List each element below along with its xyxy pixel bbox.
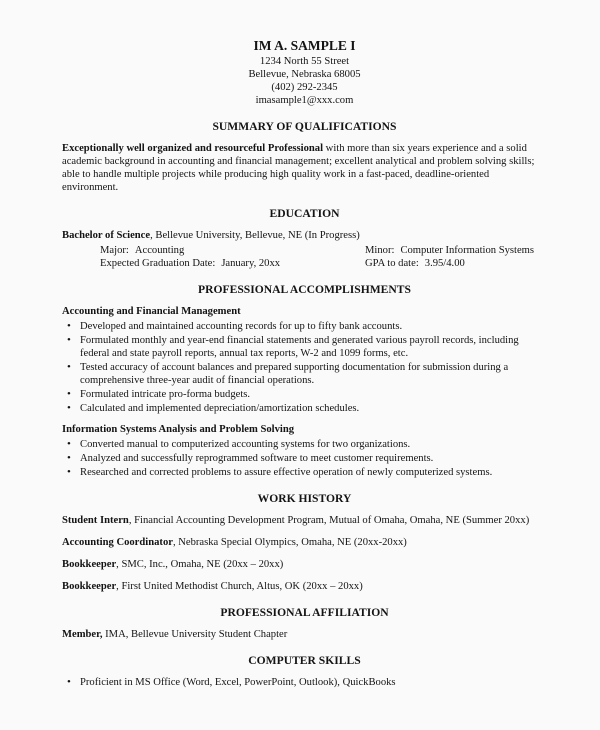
bullet-item: • Calculated and implemented depreciation/amortization schedules. <box>62 402 547 415</box>
work-entry <box>62 580 547 593</box>
street-address: 1234 North 55 Street <box>259 56 350 67</box>
graduation-gpa-row <box>62 257 547 270</box>
job-details: , First United Methodist Church, Altus, OK (20xx – 20xx) <box>116 581 363 592</box>
graduation-cell <box>62 257 365 270</box>
accomplishment-bullet-list <box>62 438 547 479</box>
section-work-history <box>62 492 547 593</box>
bullet-item: • Formulated monthly and year-end financial statements and generated various payroll records, including federal and state payroll reports, annual tax reports, W-2 and 1099 forms, etc. <box>62 334 547 360</box>
graduation-value: January, 20xx <box>221 258 281 269</box>
bullet-item: • Developed and maintained accounting records for up to fifty bank accounts. <box>62 320 547 333</box>
work-entry <box>62 514 547 527</box>
minor-cell <box>365 244 547 257</box>
accomplishment-bullet-list <box>62 320 547 415</box>
gpa-label: GPA to date: <box>365 258 419 269</box>
major-minor-row <box>62 244 547 257</box>
section-computer-skills <box>62 654 547 689</box>
city-state-zip: Bellevue, Nebraska 68005 <box>248 69 361 80</box>
degree-name: Bachelor of Science <box>62 230 151 241</box>
section-education <box>62 207 547 270</box>
summary-paragraph <box>62 142 547 194</box>
degree-line <box>62 229 547 242</box>
section-summary <box>62 120 547 194</box>
education-heading: EDUCATION <box>269 207 340 220</box>
accomplishment-group-title: Accounting and Financial Management <box>62 306 241 317</box>
summary-lead-bold: Exceptionally well organized and resourceful Professional <box>62 143 324 154</box>
accomplishment-group-title: Information Systems Analysis and Problem Solving <box>62 424 295 435</box>
section-accomplishments <box>62 283 547 479</box>
summary-heading: SUMMARY OF QUALIFICATIONS <box>212 120 397 133</box>
work-history-heading: WORK HISTORY <box>257 492 352 505</box>
phone-number: (402) 292-2345 <box>271 82 338 93</box>
graduation-label: Expected Graduation Date: <box>100 258 216 269</box>
job-title: Student Intern <box>62 515 129 526</box>
bullet-item: • Formulated intricate pro-forma budgets. <box>62 388 547 401</box>
bullet-item: • Analyzed and successfully reprogrammed software to meet customer requirements. <box>62 452 547 465</box>
member-details: IMA, Bellevue University Student Chapter <box>102 629 288 640</box>
person-name: IM A. SAMPLE I <box>253 38 356 53</box>
affiliation-entry <box>62 628 547 641</box>
major-value: Accounting <box>134 245 185 256</box>
major-label: Major: <box>100 245 129 256</box>
section-affiliation <box>62 606 547 641</box>
member-role: Member, <box>62 629 103 640</box>
gpa-value: 3.95/4.00 <box>424 258 465 269</box>
gpa-cell <box>365 257 547 270</box>
job-title: Bookkeeper <box>62 581 117 592</box>
job-details: , SMC, Inc., Omaha, NE (20xx – 20xx) <box>116 559 284 570</box>
computer-skills-bullet-list <box>62 676 547 689</box>
minor-label: Minor: <box>365 245 395 256</box>
work-entry <box>62 536 547 549</box>
bullet-item: • Converted manual to computerized accounting systems for two organizations. <box>62 438 547 451</box>
job-details: , Nebraska Special Olympics, Omaha, NE (20xx-20xx) <box>172 537 407 548</box>
email-address: imasample1@xxx.com <box>255 95 354 106</box>
job-title: Bookkeeper <box>62 559 117 570</box>
work-entry <box>62 558 547 571</box>
job-details: , Financial Accounting Development Program, Mutual of Omaha, Omaha, NE (Summer 20xx) <box>128 515 530 526</box>
affiliation-heading: PROFESSIONAL AFFILIATION <box>220 606 389 619</box>
accomplishments-heading: PROFESSIONAL ACCOMPLISHMENTS <box>198 283 411 296</box>
bullet-item: • Tested accuracy of account balances and prepared supporting documentation for submission during a comprehensive three-year audit of financial operations. <box>62 361 547 387</box>
computer-skills-heading: COMPUTER SKILLS <box>248 654 361 667</box>
minor-value: Computer Information Systems <box>400 245 535 256</box>
major-cell <box>62 244 365 257</box>
summary-body-text: with more than six years experience and a solid academic background in accounting and financial management; excellent analytical and problem solving skills; able to handle multiple projects while producing high quality work in a fast-paced, deadline-oriented environment. <box>62 143 535 193</box>
degree-details: , Bellevue University, Bellevue, NE (In Progress) <box>150 230 360 241</box>
bullet-item: • Researched and corrected problems to assure effective operation of newly computerized systems. <box>62 466 547 479</box>
contact-header <box>62 38 547 107</box>
job-title: Accounting Coordinator <box>62 537 173 548</box>
bullet-item: • Proficient in MS Office (Word, Excel, PowerPoint, Outlook), QuickBooks <box>62 676 547 689</box>
